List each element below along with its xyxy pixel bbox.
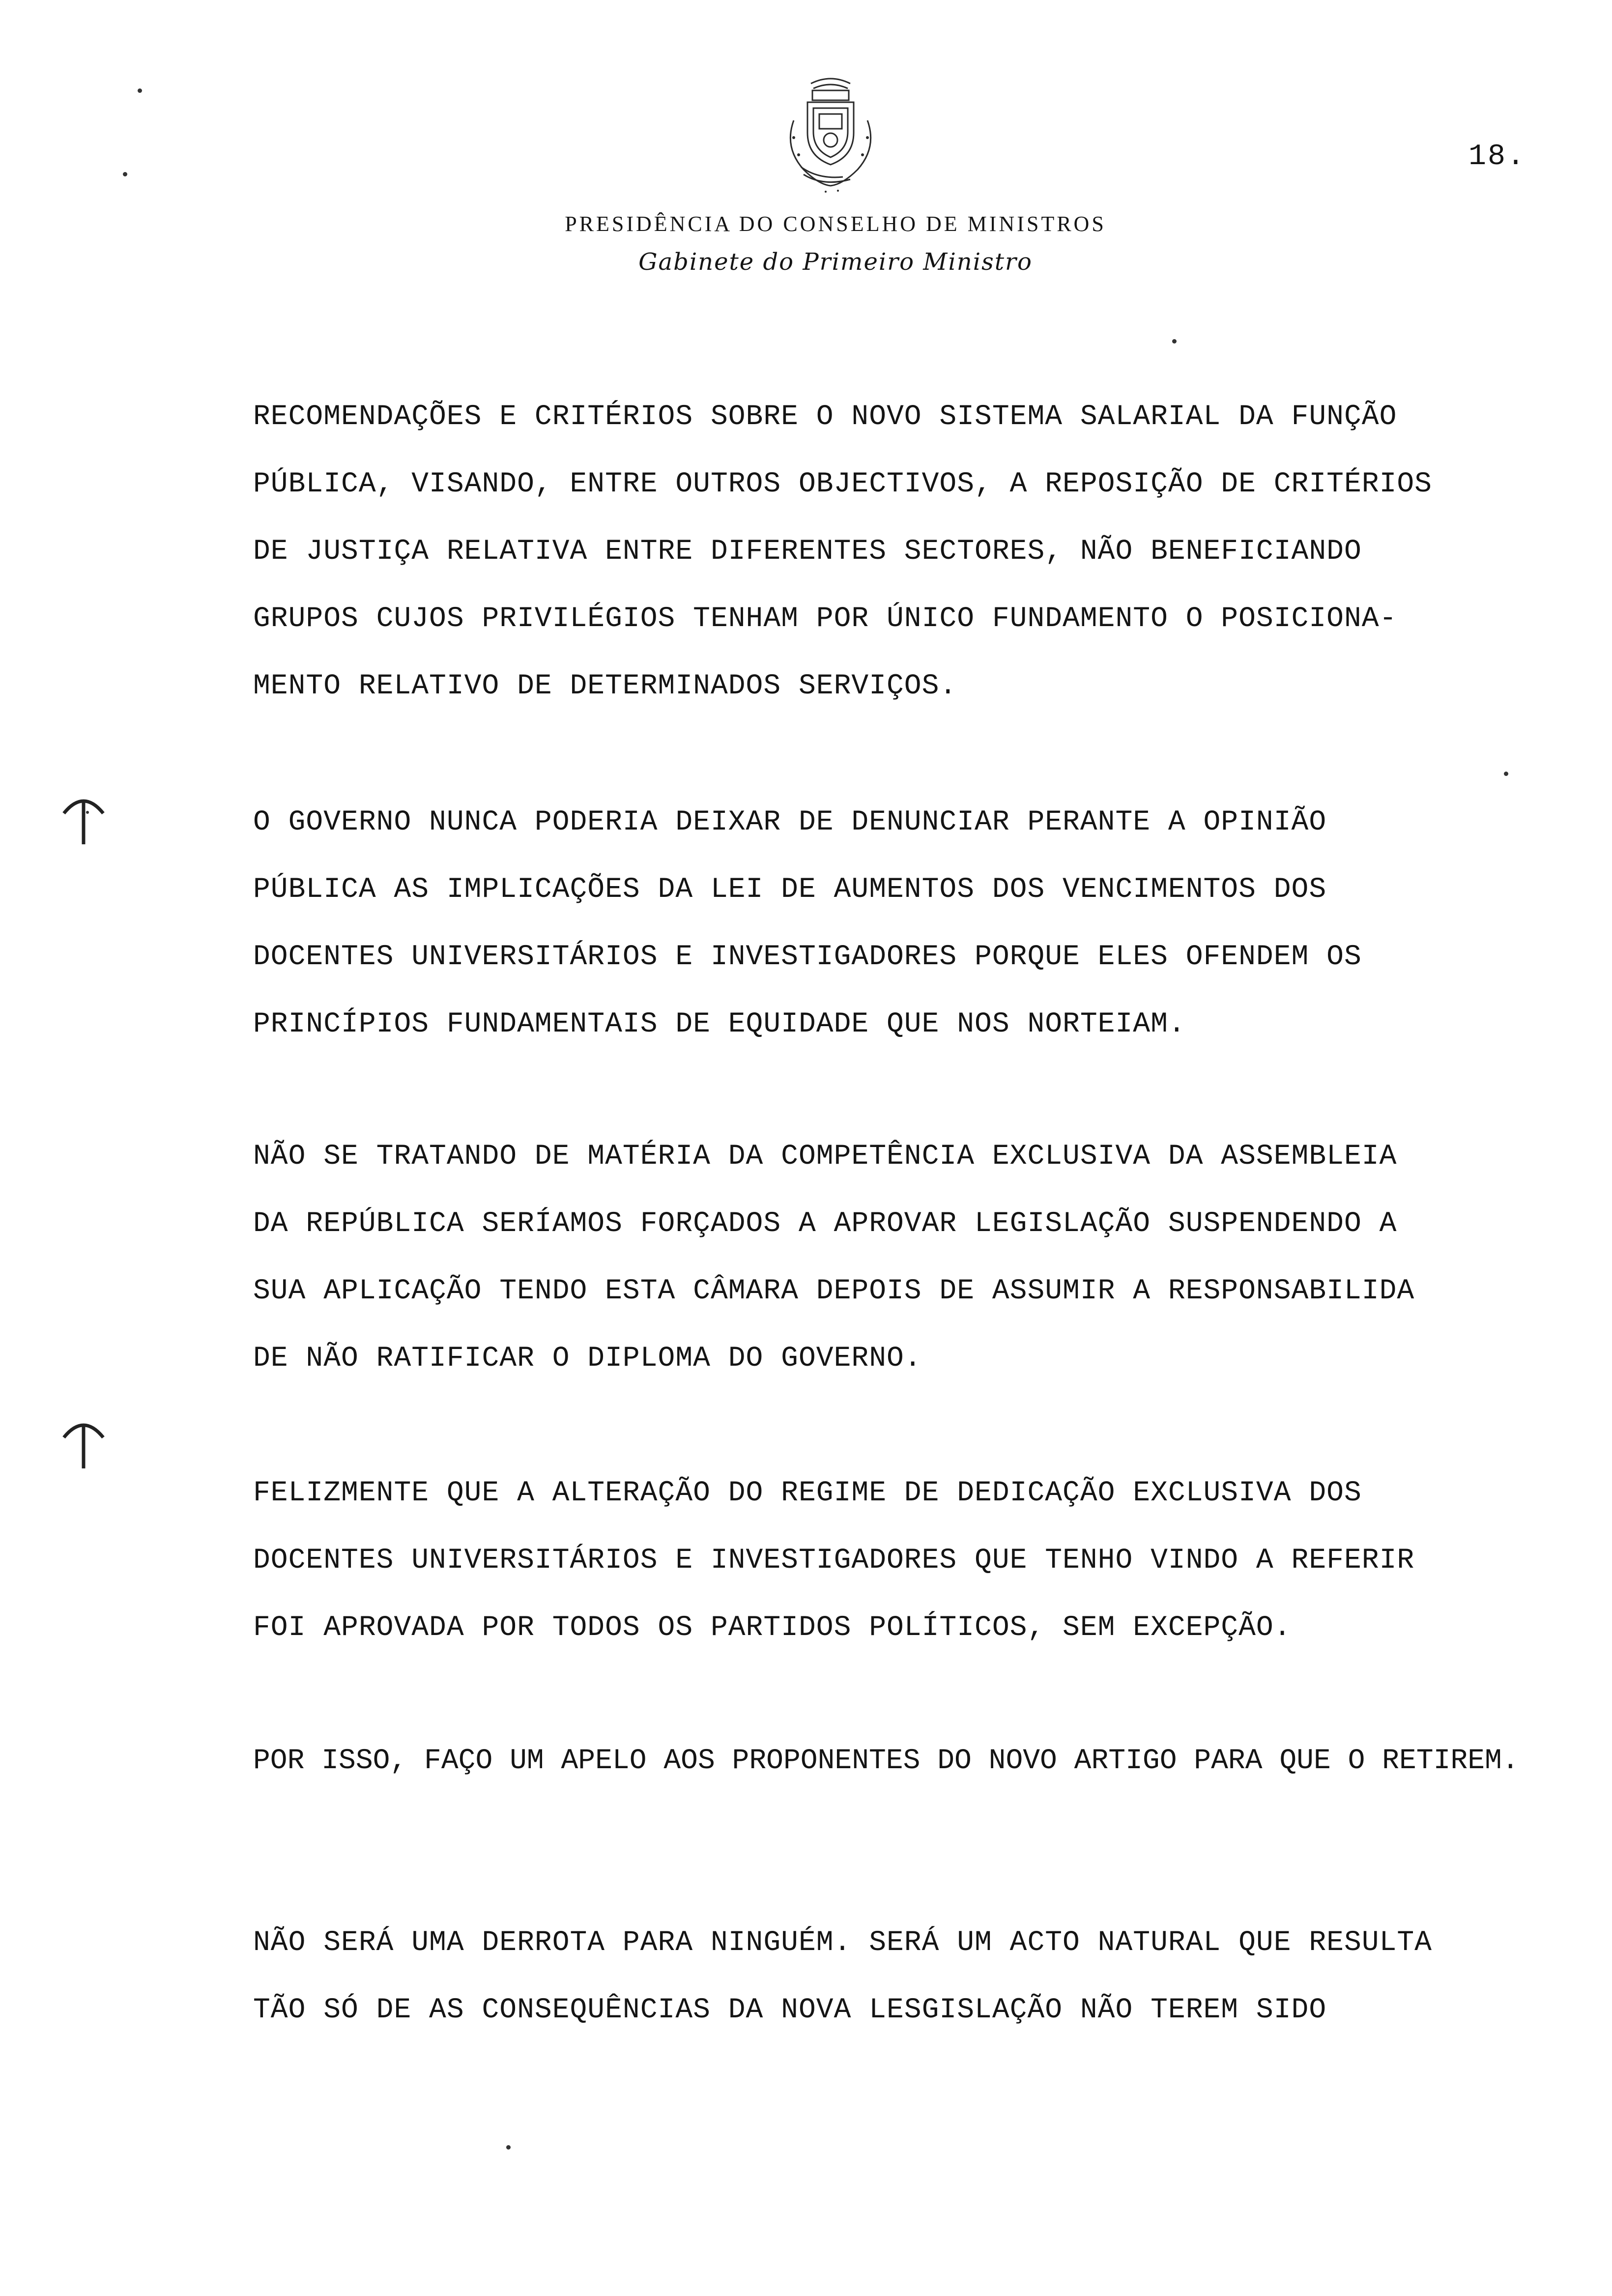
letterhead-office: PRESIDÊNCIA DO CONSELHO DE MINISTROS (565, 212, 1106, 236)
letterhead-cabinet: Gabinete do Primeiro Ministro (638, 248, 1033, 276)
text-line: RECOMENDAÇÕES E CRITÉRIOS SOBRE O NOVO SISTEMA SALARIAL DA FUNÇÃO (253, 401, 1397, 433)
text-line: GRUPOS CUJOS PRIVILÉGIOS TENHAM POR ÚNICO FUNDAMENTO O POSICIONA- (253, 603, 1397, 635)
paragraph (253, 383, 1600, 720)
text-line: TÃO SÓ DE AS CONSEQUÊNCIAS DA NOVA LESGISLAÇÃO NÃO TEREM SIDO (253, 1994, 1327, 2026)
text-line: O GOVERNO NUNCA PODERIA DEIXAR DE DENUNCIAR PERANTE A OPINIÃO (253, 806, 1327, 838)
text-line: PÚBLICA AS IMPLICAÇÕES DA LEI DE AUMENTOS DOS VENCIMENTOS DOS (253, 874, 1327, 906)
text-line: DOCENTES UNIVERSITÁRIOS E INVESTIGADORES QUE TENHO VINDO A REFERIR (253, 1545, 1415, 1577)
paragraph (253, 1460, 1600, 1662)
text-line: POR ISSO, FAÇO UM APELO AOS PROPONENTES DO NOVO ARTIGO PARA QUE O RETIREM. (253, 1745, 1519, 1777)
text-line: MENTO RELATIVO DE DETERMINADOS SERVIÇOS. (253, 670, 957, 702)
coat-of-arms-seal (764, 74, 897, 197)
margin-mark-icon (59, 791, 108, 845)
text-line: DE JUSTIÇA RELATIVA ENTRE DIFERENTES SECTORES, NÃO BENEFICIANDO (253, 536, 1362, 568)
text-line: FELIZMENTE QUE A ALTERAÇÃO DO REGIME DE DEDICAÇÃO EXCLUSIVA DOS (253, 1477, 1362, 1509)
text-line: DOCENTES UNIVERSITÁRIOS E INVESTIGADORES PORQUE ELES OFENDEM OS (253, 941, 1362, 973)
page-number: 18. (1468, 140, 1526, 173)
text-line: NÃO SERÁ UMA DERROTA PARA NINGUÉM. SERÁ UM ACTO NATURAL QUE RESULTA (253, 1927, 1432, 1959)
paragraph (253, 1123, 1600, 1392)
text-line: PRINCÍPIOS FUNDAMENTAIS DE EQUIDADE QUE NOS NORTEIAM. (253, 1008, 1186, 1040)
text-line: SUA APLICAÇÃO TENDO ESTA CÂMARA DEPOIS DE ASSUMIR A RESPONSABILIDA (253, 1275, 1415, 1307)
paragraph (253, 789, 1600, 1058)
text-line: PÚBLICA, VISANDO, ENTRE OUTROS OBJECTIVOS, A REPOSIÇÃO DE CRITÉRIOS (253, 468, 1432, 500)
margin-mark-icon (59, 1415, 108, 1469)
text-line: DE NÃO RATIFICAR O DIPLOMA DO GOVERNO. (253, 1343, 922, 1375)
text-line: NÃO SE TRATANDO DE MATÉRIA DA COMPETÊNCIA EXCLUSIVA DA ASSEMBLEIA (253, 1141, 1397, 1173)
text-line: DA REPÚBLICA SERÍAMOS FORÇADOS A APROVAR LEGISLAÇÃO SUSPENDENDO A (253, 1208, 1397, 1240)
paragraph (253, 1727, 1600, 1795)
paragraph (253, 1909, 1600, 2044)
text-line: FOI APROVADA POR TODOS OS PARTIDOS POLÍTICOS, SEM EXCEPÇÃO. (253, 1612, 1292, 1644)
